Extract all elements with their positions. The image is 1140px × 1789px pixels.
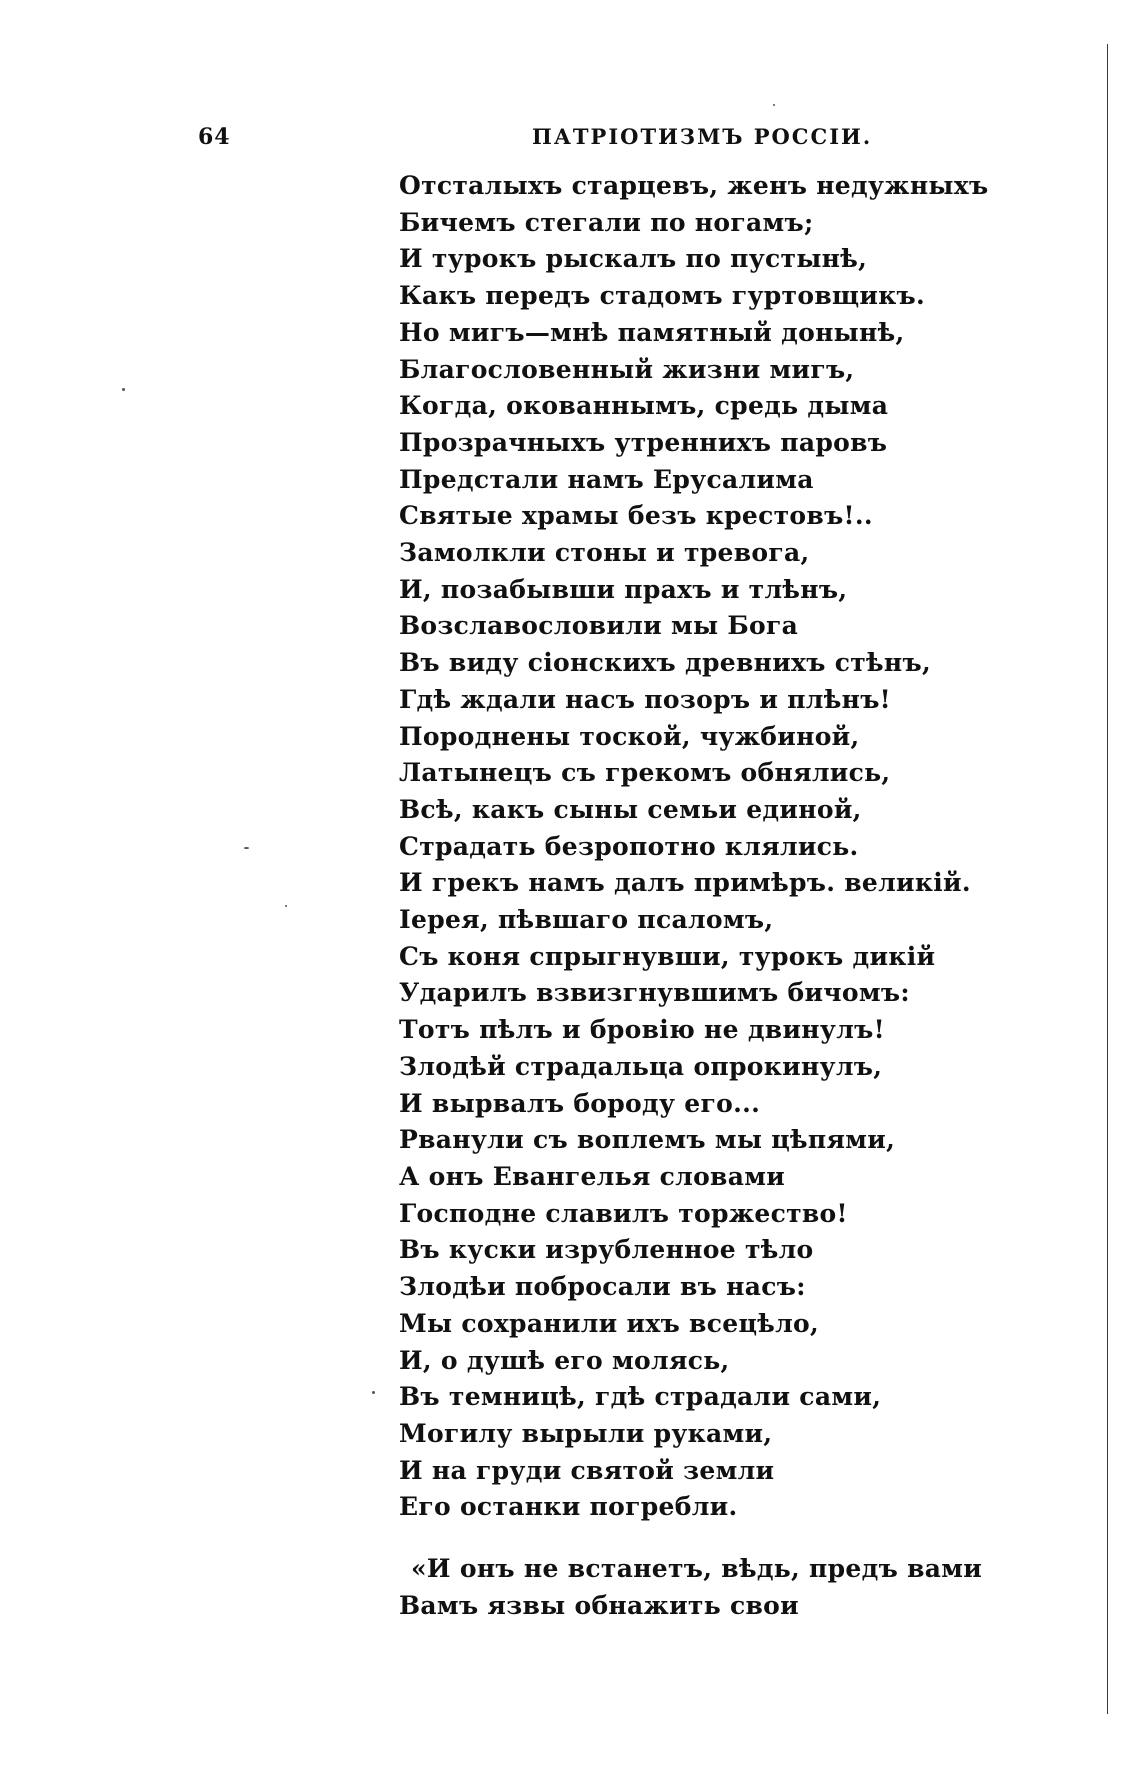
page-number: 64: [198, 124, 231, 150]
poem-line: Господне славилъ торжество!: [399, 1198, 848, 1228]
running-title: ПАТРІОТИЗМЪ РОССІИ.: [532, 124, 873, 149]
poem-line: Мы сохранили ихъ всецѣло,: [399, 1308, 820, 1338]
poem-stanza-1: [399, 168, 1089, 1526]
poem-line: Латынецъ съ грекомъ обнялись,: [399, 758, 891, 788]
poem-line: Породнены тоской, чужбиной,: [399, 721, 860, 751]
poem-line: И турокъ рыскалъ по пустынѣ,: [399, 244, 868, 274]
poem-line: Прозрачныхъ утреннихъ паровъ: [399, 427, 888, 457]
poem-line: Когда, окованнымъ, средь дыма: [399, 391, 889, 421]
poem-line: Іерея, пѣвшаго псаломъ,: [399, 905, 774, 935]
scan-speck: [122, 388, 125, 391]
scan-speck: [285, 905, 287, 907]
poem-line: Предстали намъ Ерусалима: [399, 464, 814, 494]
poem-line: Бичемъ стегали по ногамъ;: [399, 207, 814, 237]
poem-line: Всѣ, какъ сыны семьи единой,: [399, 794, 862, 824]
poem-line: Въ темницѣ, гдѣ страдали сами,: [399, 1382, 882, 1412]
scan-speck: [372, 1391, 375, 1394]
poem-line: Тотъ пѣлъ и бровію не двинулъ!: [399, 1015, 885, 1045]
poem-line: Могилу вырыли руками,: [399, 1418, 773, 1448]
poem-line: И на груди святой земли: [399, 1455, 775, 1485]
page-edge-rule: [1107, 44, 1108, 1714]
poem-line: Какъ передъ стадомъ гуртовщикъ.: [399, 281, 926, 311]
poem-line: Злодѣй страдальца опрокинулъ,: [399, 1051, 883, 1081]
poem-line: Гдѣ ждали насъ позоръ и плѣнъ!: [399, 684, 891, 714]
poem-line: Возславословили мы Бога: [399, 611, 799, 641]
poem-line: Ударилъ взвизгнувшимъ бичомъ:: [399, 978, 910, 1008]
poem-line: И вырвалъ бороду его...: [399, 1088, 761, 1118]
poem-line: И, позабывши прахъ и тлѣнъ,: [399, 574, 848, 604]
poem-line: Но мигъ—мнѣ памятный донынѣ,: [399, 317, 905, 347]
poem-line: Благословенный жизни мигъ,: [399, 354, 855, 384]
poem-line: Съ коня спрыгнувши, турокъ дикій: [399, 941, 936, 971]
poem-line: И грекъ намъ далъ примѣръ. великій.: [399, 868, 971, 898]
poem-line: Вамъ язвы обнажить свои: [399, 1590, 799, 1620]
scan-speck: [244, 847, 249, 849]
poem-line: Страдать безропотно клялись.: [399, 831, 859, 861]
poem-stanza-2: [399, 1551, 1099, 1624]
poem-line: А онъ Евангелья словами: [399, 1161, 786, 1191]
poem-line: Его останки погребли.: [399, 1492, 738, 1522]
poem-line: И, о душѣ его молясь,: [399, 1345, 730, 1375]
poem-line: «И онъ не встанетъ, вѣдь, предъ вами: [411, 1554, 983, 1583]
poem-line: Отсталыхъ старцевъ, женъ недужныхъ: [399, 171, 989, 200]
poem-line: Злодѣи побросали въ насъ:: [399, 1272, 806, 1302]
scan-speck: [773, 104, 775, 106]
poem-line: Въ виду сіонскихъ древнихъ стѣнъ,: [399, 648, 932, 678]
poem-line: Замолкли стоны и тревога,: [399, 538, 810, 568]
poem-line: Святые храмы безъ крестовъ!..: [399, 501, 873, 531]
poem-line: Въ куски изрубленное тѣло: [399, 1235, 814, 1265]
poem-line: Рванули съ воплемъ мы цѣпями,: [399, 1125, 896, 1155]
